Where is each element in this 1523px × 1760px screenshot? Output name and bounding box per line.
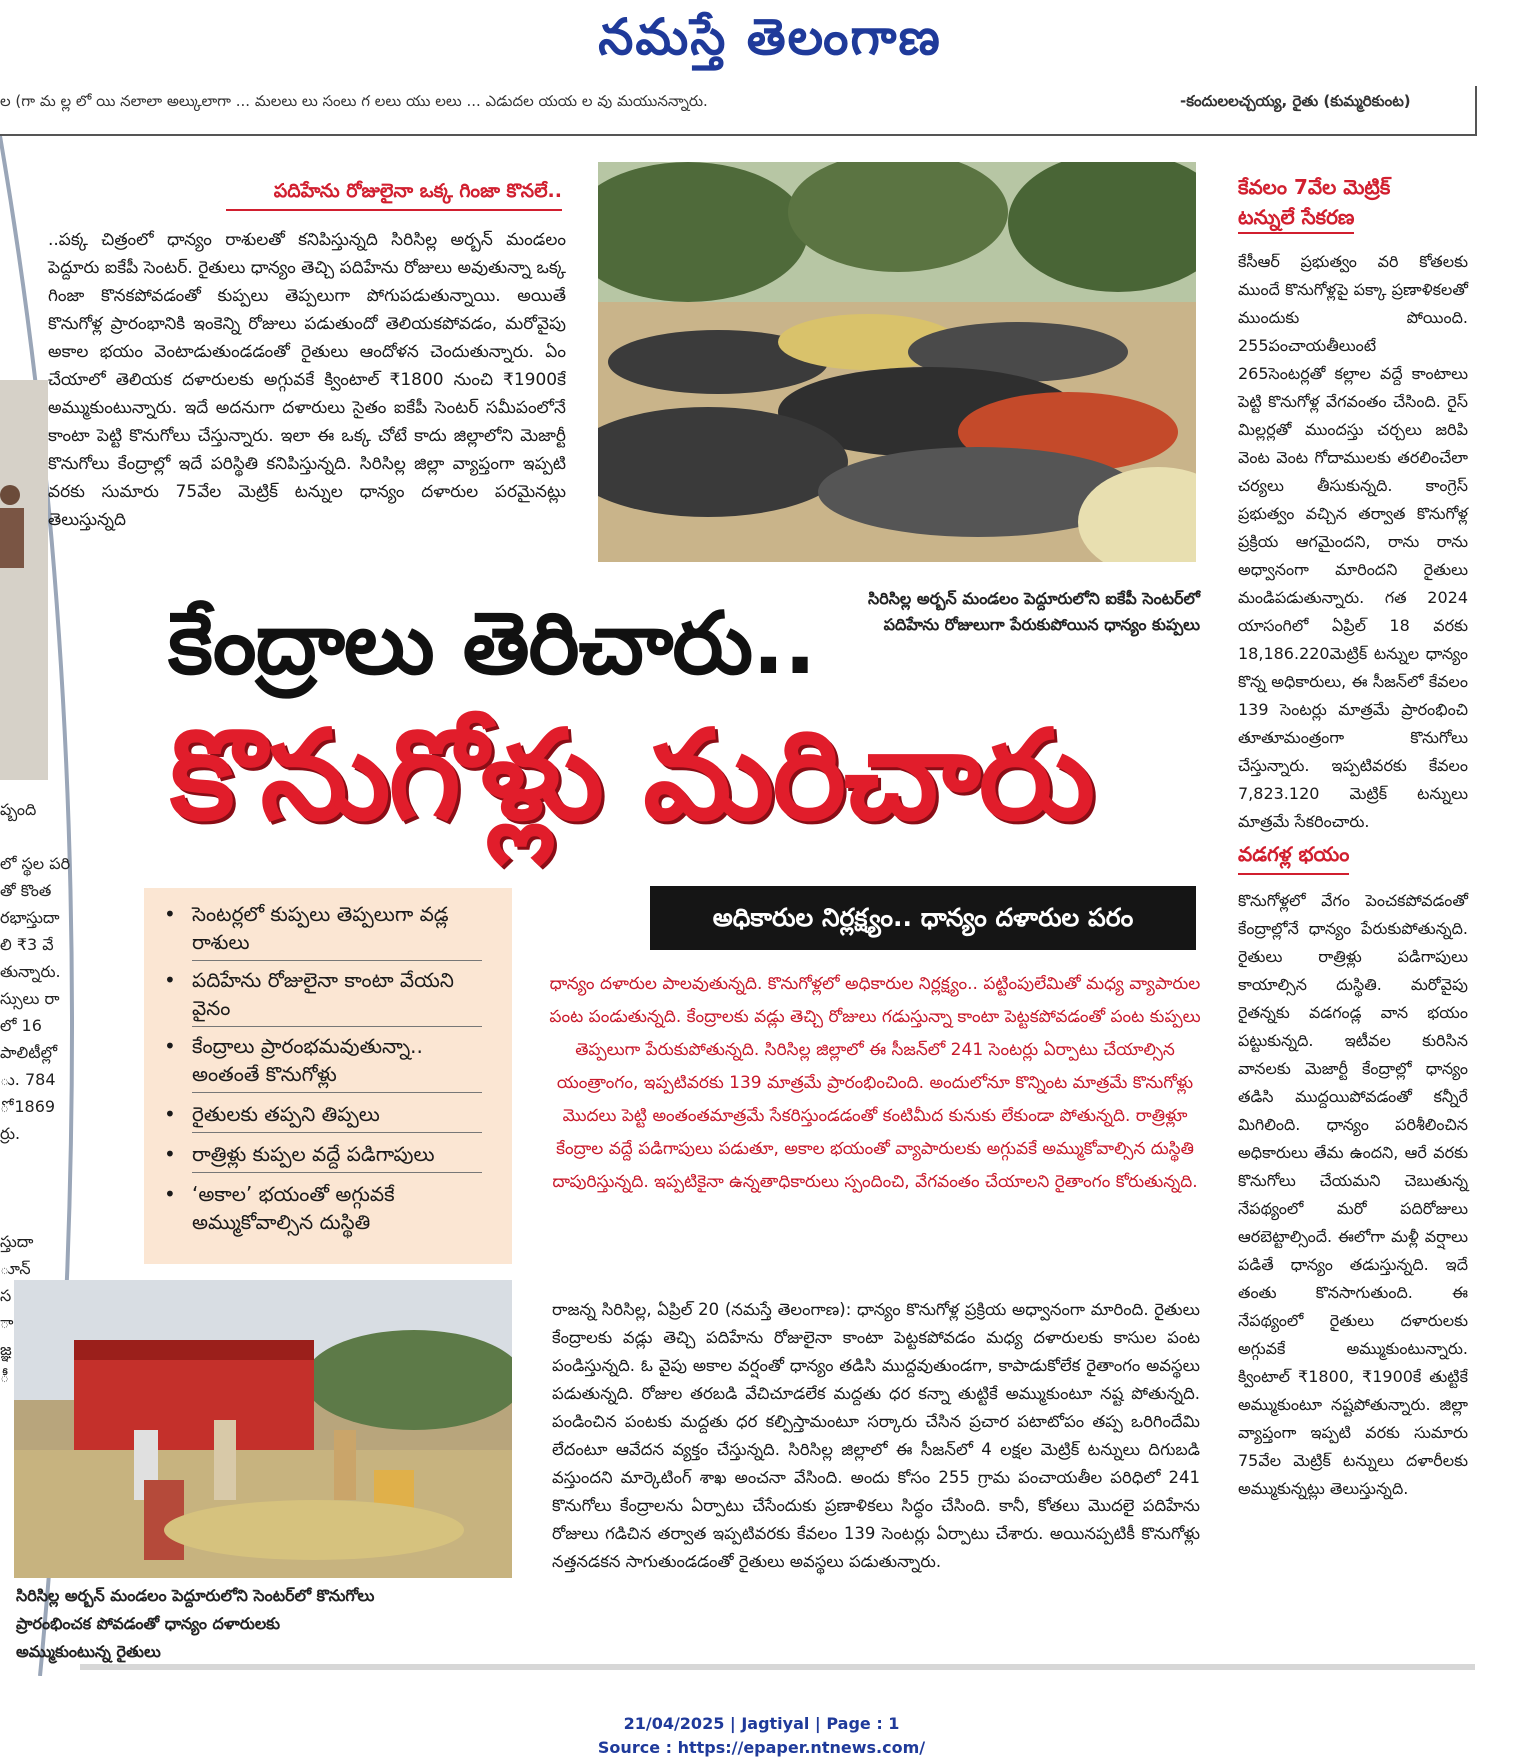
sliver-line: ు. 784 [0,1070,56,1089]
frame-divider [0,134,1477,136]
cut-strip-attribution: -కందులలచ్చయ్య, రైతు (కుమ్మరికుంట) [1180,92,1411,110]
highlights-box [144,888,512,1264]
sliver-line: లో స్థల పరి [0,854,70,873]
caption-line: సిరిసిల్ల అర్బన్ మండలం పెద్దూరులోని ఐకేపీ సెంటర్‌లో [867,589,1200,608]
bullet-dot-icon: • [164,968,176,992]
intro-paragraph: ధాన్యం దళారుల పాలవుతున్నది. కొనుగోళ్లలో అధికారుల నిర్లక్ష్యం.. పట్టింపులేమితో మధ్య వ్యాపారుల పంట పండుతున్నది. కేంద్రాలకు వడ్లు తెచ్చి రోజులు గడుస్తున్నా కాంటా పెట్టకపోవడంతో పంట కుప్పలు తెప్పలుగా పేరుకుపోతున్నది. సిరిసిల్ల జిల్లాలో ఈ సీజన్‌లో 241 సెంటర్లు ఏర్పాటు చేయాల్సిన యంత్రాంగం, ఇప్పటివరకు 139 మాత్రమే ప్రారంభించింది. అందులోనూ కొన్నింట మాత్రమే కొనుగోళ్లు మొదలు పెట్టి అంతంతమాత్రమే సేకరిస్తుండడంతో కంటిమీద కునుకు లేకుండా పోతున్నది. రాత్రిళ్లూ కేంద్రాల వద్దే పడిగాపులు పడుతూ, అకాల భయంతో వ్యాపారులకు అగ్గువకే అమ్ముకోవాల్సిన దుస్థితి దాపురిస్తున్నది. ఇప్పటికైనా ఉన్నతాధికారులు స్పందించి, వేగవంతం చేయాలని రైతాంగం కోరుతున్నది. [549,974,1201,1192]
bullet-dot-icon: • [164,1182,176,1206]
right-heading-1-line: టన్నులే సేకరణ [1238,202,1354,234]
sliver-line: ా [0,1313,14,1332]
sliver-line: ీ [0,1367,10,1386]
sliver-line [0,1201,70,1228]
sliver-line [0,823,70,850]
cut-strip-left-text: ల (గా మ ల్ల లో యి నలాలా అల్కులాగా ... మలలు లు సంలు గ లలు యు లలు ... ఎడుదల యయ ల వు మయునన్నారు. [0,92,708,110]
headline-line-2: కొనుగోళ్లు మరిచారు [170,704,1094,848]
highlight-text: రాత్రిళ్లు కుప్పల వద్దే పడిగాపులు [192,1142,435,1166]
sliver-line: స [0,1286,12,1305]
sliver-line: లో 16 [0,1016,42,1035]
sliver-line [0,1174,70,1201]
right-body-1: కేసీఆర్ ప్రభుత్వం వరి కోతలకు ముందే కొనుగోళ్లపై పక్కా ప్రణాళికలతో ముందుకు పోయింది. 255పంచాయతీలుంటే 265సెంటర్లతో కల్లాల వద్దే కాంటాలు పెట్టి కొనుగోళ్ల వేగవంతం చేసింది. రైస్ మిల్లర్లతో ముందస్తు చర్చలు జరిపి వెంట వెంట గోదాములకు తరలించేలా చర్యలు తీసుకున్నది. కాంగ్రెస్ ప్రభుత్వం వచ్చిన తర్వాత కొనుగోళ్ల ప్రక్రియ ఆగమైందని, రాను రాను అధ్వానంగా మారిందని రైతులు మండిపడుతున్నారు. గత 2024 యాసంగిలో ఏప్రిల్ 18 వరకు 18,186.220మెట్రిక్ టన్నుల ధాన్యం కొన్న అధికారులు, ఈ సీజన్‌లో కేవలం 139 సెంటర్లు మాత్రమే ప్రారంభించి తూతూమంత్రంగా కొనుగోలు చేస్తున్నారు. ఇప్పటివరకు కేవలం 7,823.120 మెట్రిక్ టన్నులు మాత్రమే సేకరించారు. [1238,252,1468,831]
right-heading-1 [1238,172,1468,236]
right-heading-1-line: కేవలం 7వేల మెట్రిక్ [1238,175,1391,199]
highlight-text: పదిహేను రోజులైనా కాంటా వేయని వైనం [192,968,454,1020]
highlight-divider [192,1172,482,1173]
footer-source: Source : https://epaper.ntnews.com/ [597,1738,926,1757]
right-body-2: కొనుగోళ్లలో వేగం పెంచకపోవడంతో కేంద్రాల్లోనే ధాన్యం పేరుకుపోతున్నది. రైతులు రాత్రిళ్లు పడిగాపులు కాయాల్సిన దుస్థితి. మరోవైపు రైతన్నకు వడగండ్ల వాన భయం పట్టుకున్నది. ఇటీవల కురిసిన వానలకు మెజార్టీ కేంద్రాల్లో ధాన్యం తడిసి ముద్దయిపోవడంతో కన్నీరే మిగిలింది. ధాన్యం పరిశీలించిన అధికారులు తేమ ఉందని, ఆరే వరకు కొనుగోలు చేయమని చెబుతున్న నేపథ్యంలో మరో పదిరోజులు ఆరబెట్టాల్సిందే. ఈలోగా మళ్లీ వర్షాలు పడితే ధాన్యం తడుస్తున్నది. ఇదే తంతు కొనసాగుతుంది. ఈ నేపథ్యంలో రైతులు దళారులకు అగ్గువకే అమ్ముకుంటున్నారు. క్వింటాల్ ₹1800, ₹1900కే తుట్టికే అమ్ముకుంటూ నష్టపోతున్నారు. జిల్లా వ్యాప్తంగా ఇప్పటి వరకు సుమారు 75వేల మెట్రిక్ టన్నులు దళారీలకు అమ్ముకున్నట్లు తెలుస్తున్నది. [1238,891,1468,1498]
top-photo-caption [770,586,1200,638]
sliver-line: రభాస్తుదా [0,908,60,927]
right-heading-2: వడగళ్ల భయం [1238,842,1349,875]
sliver-line: ర్రు. [0,1124,21,1143]
newspaper-logo: నమస్తే తెలంగాణ [598,8,942,66]
right-column [1238,172,1468,1503]
bottom-photo-caption [16,1582,516,1666]
highlight-divider [192,1092,482,1093]
left-cut-photo-art [0,380,48,780]
highlight-divider [192,960,482,961]
highlight-text: కేంద్రాలు ప్రారంభమవుతున్నా.. అంతంతే కొనుగోళ్లు [192,1034,423,1086]
bullet-dot-icon: • [164,1034,176,1058]
sliver-line: స్సులు రా [0,989,60,1008]
farmers-photo-art [14,1280,512,1578]
caption-line: అమ్ముకుంటున్న రైతులు [16,1642,161,1661]
highlight-divider [192,1026,482,1027]
masthead [0,0,1523,80]
sliver-line: తో కొంత [0,881,52,900]
left-cut-photo [0,380,48,780]
sliver-line: స్తుదా [0,1232,34,1251]
caption-line: పదిహేను రోజులుగా పేరుకుపోయిన ధాన్యం కుప్పలు [883,615,1200,634]
bullet-dot-icon: • [164,1102,176,1126]
story-heading: పదిహేను రోజులైనా ఒక్క గింజా కొనలే.. [226,180,562,211]
frame-divider-right [1475,86,1477,136]
bottom-separator [80,1664,1475,1670]
bullet-dot-icon: • [164,1142,176,1166]
highlight-divider [192,1132,482,1133]
caption-line: ప్రారంభించక పోవడంతో ధాన్యం దళారులకు [16,1614,281,1633]
farmers-photo [14,1280,512,1578]
previous-article-cut-strip [0,86,1475,116]
main-article-body: రాజన్న సిరిసిల్ల, ఏప్రిల్ 20 (నమస్తే తెలంగాణ): ధాన్యం కొనుగోళ్ల ప్రక్రియ అధ్వానంగా మారింది. రైతులు కేంద్రాలకు వడ్లు తెచ్చి పదిహేను రోజులైనా కాంటా పెట్టకపోవడం మధ్య దళారులకు కాసుల పంట పండిస్తున్నది. ఓ వైపు అకాల వర్షంతో ధాన్యం తడిసి ముద్దవుతుండగా, కాపాడుకోలేక రైతాంగం అవస్థలు పడుతున్నది. రోజుల తరబడి వేచిచూడలేక మద్దతు ధర కన్నా తుట్టికే అమ్ముకుంటూ నష్ట పోతున్నది. పండించిన పంటకు మద్దతు ధర కల్పిస్తామంటూ సర్కారు చేసిన ప్రచార పటాటోపం తప్ప ఒరిగిందేమి లేదంటూ ఆవేదన వ్యక్తం చేస్తున్నది. సిరిసిల్ల జిల్లాలో ఈ సీజన్‌లో 4 లక్షల మెట్రిక్ టన్నులు దిగుబడి వస్తుందని మార్కెటింగ్ శాఖ అంచనా వేసింది. అందు కోసం 255 గ్రామ పంచాయతీల పరిధిలో 241 కొనుగోలు కేంద్రాలను ఏర్పాటు చేసేందుకు ప్రణాళికలు సిద్ధం చేసింది. కానీ, కోతలు మొదలై పదిహేను రోజులు గడిచిన తర్వాత ఇప్పటివరకు కేవలం 139 సెంటర్లు ఏర్పాటు చేశారు. అయినప్పటికీ కొనుగోళ్లు నత్తనడకన సాగుతుండడంతో రైతులు అవస్థలు పడుతున్నారు. [552,1300,1200,1571]
headline-line-1: కేంద్రాలు తెరిచారు.. [168,594,816,694]
subheadline-bar: అధికారుల నిర్లక్ష్యం.. ధాన్యం దళారుల పరం [650,886,1196,950]
sliver-line: లి ₹3 వే [0,935,54,954]
sliver-line: ో 1869 [0,1097,56,1116]
sliver-line [0,1147,70,1174]
highlight-text: సెంటర్లలో కుప్పలు తెప్పలుగా వడ్ల రాశులు [192,902,449,954]
story-body: ..పక్క చిత్రంలో ధాన్యం రాశులతో కనిపిస్తున్నది సిరిసిల్ల అర్బన్ మండలం పెద్దూరు ఐకేపీ సెంటర్. రైతులు ధాన్యం తెచ్చి పదిహేను రోజులు అవుతున్నా ఒక్క గింజా కొనకపోవడంతో కుప్పలు తెప్పలుగా పోగుపడుతున్నాయి. అయితే కొనుగోళ్ల ప్రారంభానికి ఇంకెన్ని రోజులు పడుతుందో తెలియకపోవడం, మరోవైపు అకాల భయం వెంటాడుతుండడంతో రైతులు ఆందోళన చెందుతున్నారు. ఏం చేయాలో తెలియక దళారులకు అగ్గువకే క్వింటాల్ ₹1800 నుంచి ₹1900కే అమ్ముకుంటున్నారు. ఇదే అదనుగా దళారులు సైతం ఐకేపీ సెంటర్ సమీపంలోనే కాంటా పెట్టి కొనుగోలు చేస్తున్నారు. ఇలా ఈ ఒక్క చోటే కాదు జిల్లాలోని మెజార్టీ కొనుగోలు కేంద్రాల్లో ఇదే పరిస్థితి కనిపిస్తున్నది. సిరిసిల్ల జిల్లా వ్యాప్తంగా ఇప్పటి వరకు సుమారు 75వేల మెట్రిక్ టన్నుల ధాన్యం దళారుల పరమైనట్లు తెలుస్తున్నది [48,230,566,530]
sliver-line: తున్నారు. [0,962,61,981]
sliver-line: ప్బంది [0,800,37,819]
highlight-text: ‘అకాల’ భయంతో అగ్గువకే అమ్ముకోవాల్సిన దుస్థితి [192,1182,395,1234]
grain-heaps-photo-art [598,162,1196,562]
caption-line: సిరిసిల్ల అర్బన్ మండలం పెద్దూరులోని సెంటర్‌లో కొనుగోలు [16,1586,375,1605]
sliver-line: జ్ఞ [0,1340,12,1359]
sliver-line: పాలిటీల్లో [0,1043,58,1062]
footer-date-edition: 21/04/2025 | Jagtiyal | Page : 1 [623,1714,900,1733]
grain-heaps-photo [598,162,1196,562]
sliver-line: ూన్ [0,1259,31,1278]
page-footer [0,1712,1523,1760]
highlight-text: రైతులకు తప్పని తిప్పలు [192,1102,380,1126]
bullet-dot-icon: • [164,902,176,926]
